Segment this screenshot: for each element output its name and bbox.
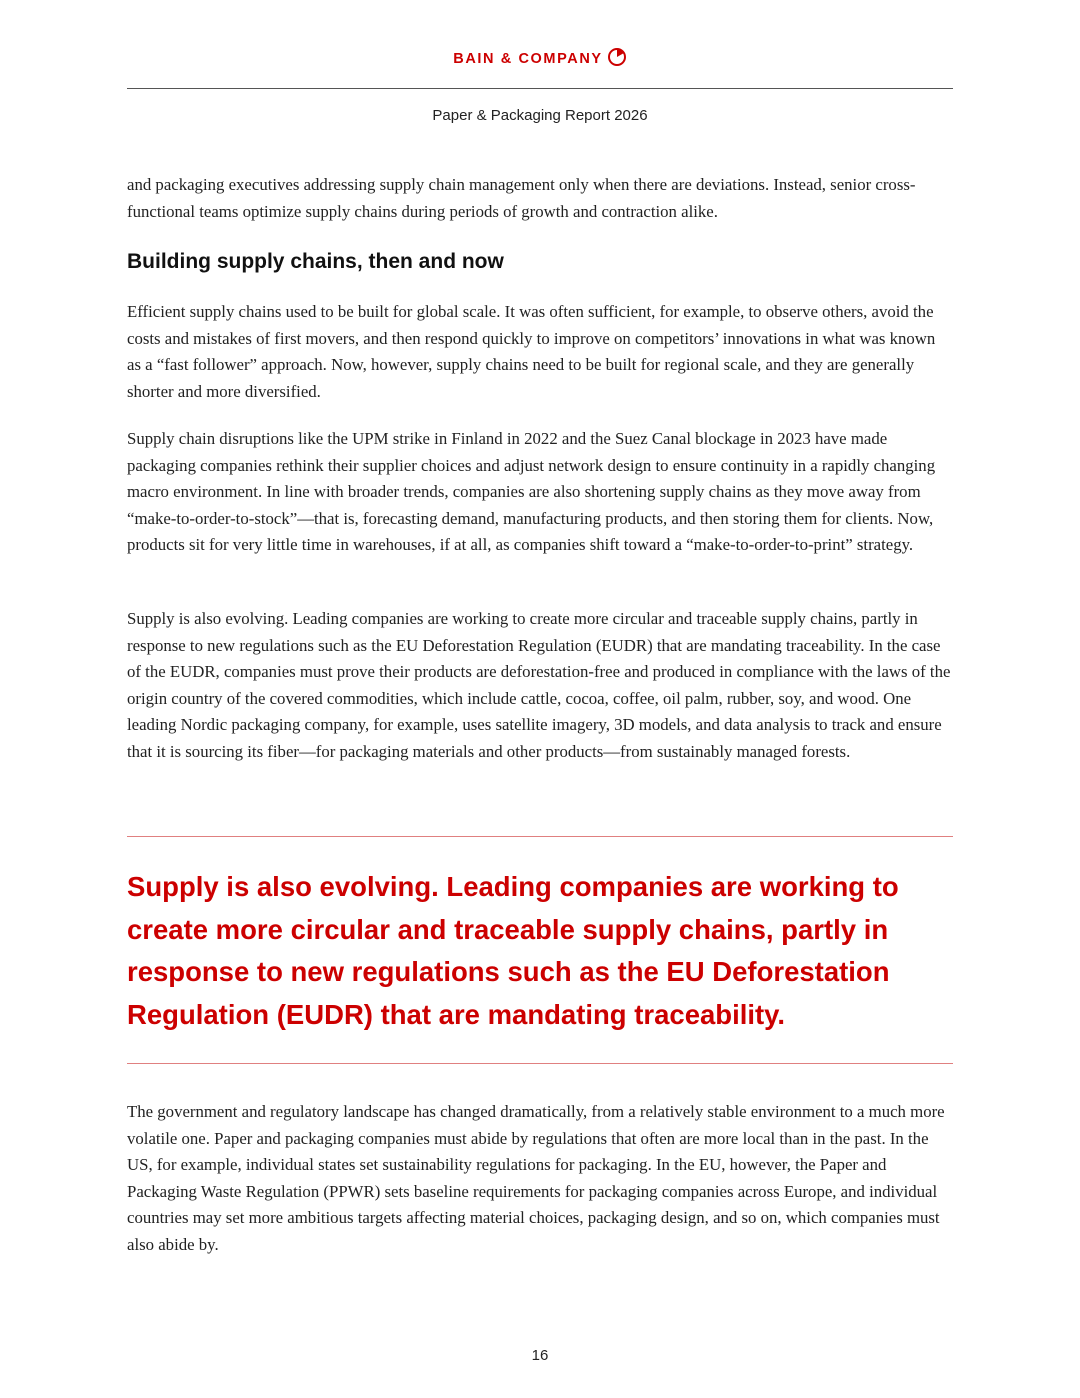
page-number: 16 <box>531 1347 549 1364</box>
paragraph-3-block <box>127 606 953 765</box>
bain-logo-icon <box>607 47 627 67</box>
paragraph-1: Efficient supply chains used to be built for global scale. It was often sufficient, for example, to observe others, avoid the costs and mistakes of first movers, and then respond quickly to improve on competitors’ innovations in what was known as a “fast follower” approach. Now, however, supply chains need to be built for regional scale, and they are generally shorter and more diversified. <box>127 302 936 401</box>
paragraph-2: Supply chain disruptions like the UPM strike in Finland in 2022 and the Suez Canal blockage in 2023 have made packaging companies rethink their supplier choices and adjust network design to ensure continuity in a rapidly changing macro environment. In line with broader trends, companies are also shortening supply chains as they move away from “make-to-order-to-stock”—that is, forecasting demand, manufacturing products, and then storing them for clients. Now, products sit for very little time in warehouses, if at all, as companies shift toward a “make-to-order-to-print” strategy. <box>127 429 936 554</box>
continued-paragraph-block <box>127 172 953 225</box>
paragraph-3: Supply is also evolving. Leading companies are working to create more circular and traceable supply chains, partly in response to new regulations such as the EU Deforestation Regulation (EUDR) that are mandating traceability. In the case of the EUDR, companies must prove their products are deforestation-free and produced in compliance with the laws of the origin country of the covered commodities, which include cattle, cocoa, coffee, oil palm, rubber, soy, and wood. One leading Nordic packaging company, for example, uses satellite imagery, 3D models, and data analysis to track and ensure that it is sourcing its fiber—for packaging materials and other products—from sustainably managed forests. <box>127 609 951 761</box>
brand-name: BAIN & COMPANY <box>453 51 603 67</box>
pull-quote: Supply is also evolving. Leading companies are working to create more circular and traceable supply chains, partly in response to new regulations such as the EU Deforestation Regulation (EUDR) that are mandating traceability. <box>127 871 899 1030</box>
report-title: Paper & Packaging Report 2026 <box>432 107 648 124</box>
section-heading-block <box>127 248 953 276</box>
pull-quote-top-rule <box>127 836 953 837</box>
pull-quote-bottom-rule <box>127 1063 953 1064</box>
paragraph-1-block <box>127 299 953 405</box>
section-heading: Building supply chains, then and now <box>127 250 504 273</box>
paragraph-2-block <box>127 426 953 559</box>
paragraph-4-block <box>127 1099 953 1258</box>
continued-paragraph: and packaging executives addressing supply chain management only when there are deviations. Instead, senior cross-functional teams optimize supply chains during periods of growth and contraction alike. <box>127 175 916 221</box>
brand-header <box>0 47 1080 70</box>
paragraph-4: The government and regulatory landscape has changed dramatically, from a relatively stable environment to a much more volatile one. Paper and packaging companies must abide by regulations that often are more local than in the past. In the US, for example, individual states set sustainability regulations for packaging. In the EU, however, the Paper and Packaging Waste Regulation (PPWR) sets baseline requirements for packaging companies across Europe, and individual countries may set more ambitious targets affecting material choices, packaging design, and so on, which companies must also abide by. <box>127 1102 945 1254</box>
header-divider <box>127 88 953 89</box>
